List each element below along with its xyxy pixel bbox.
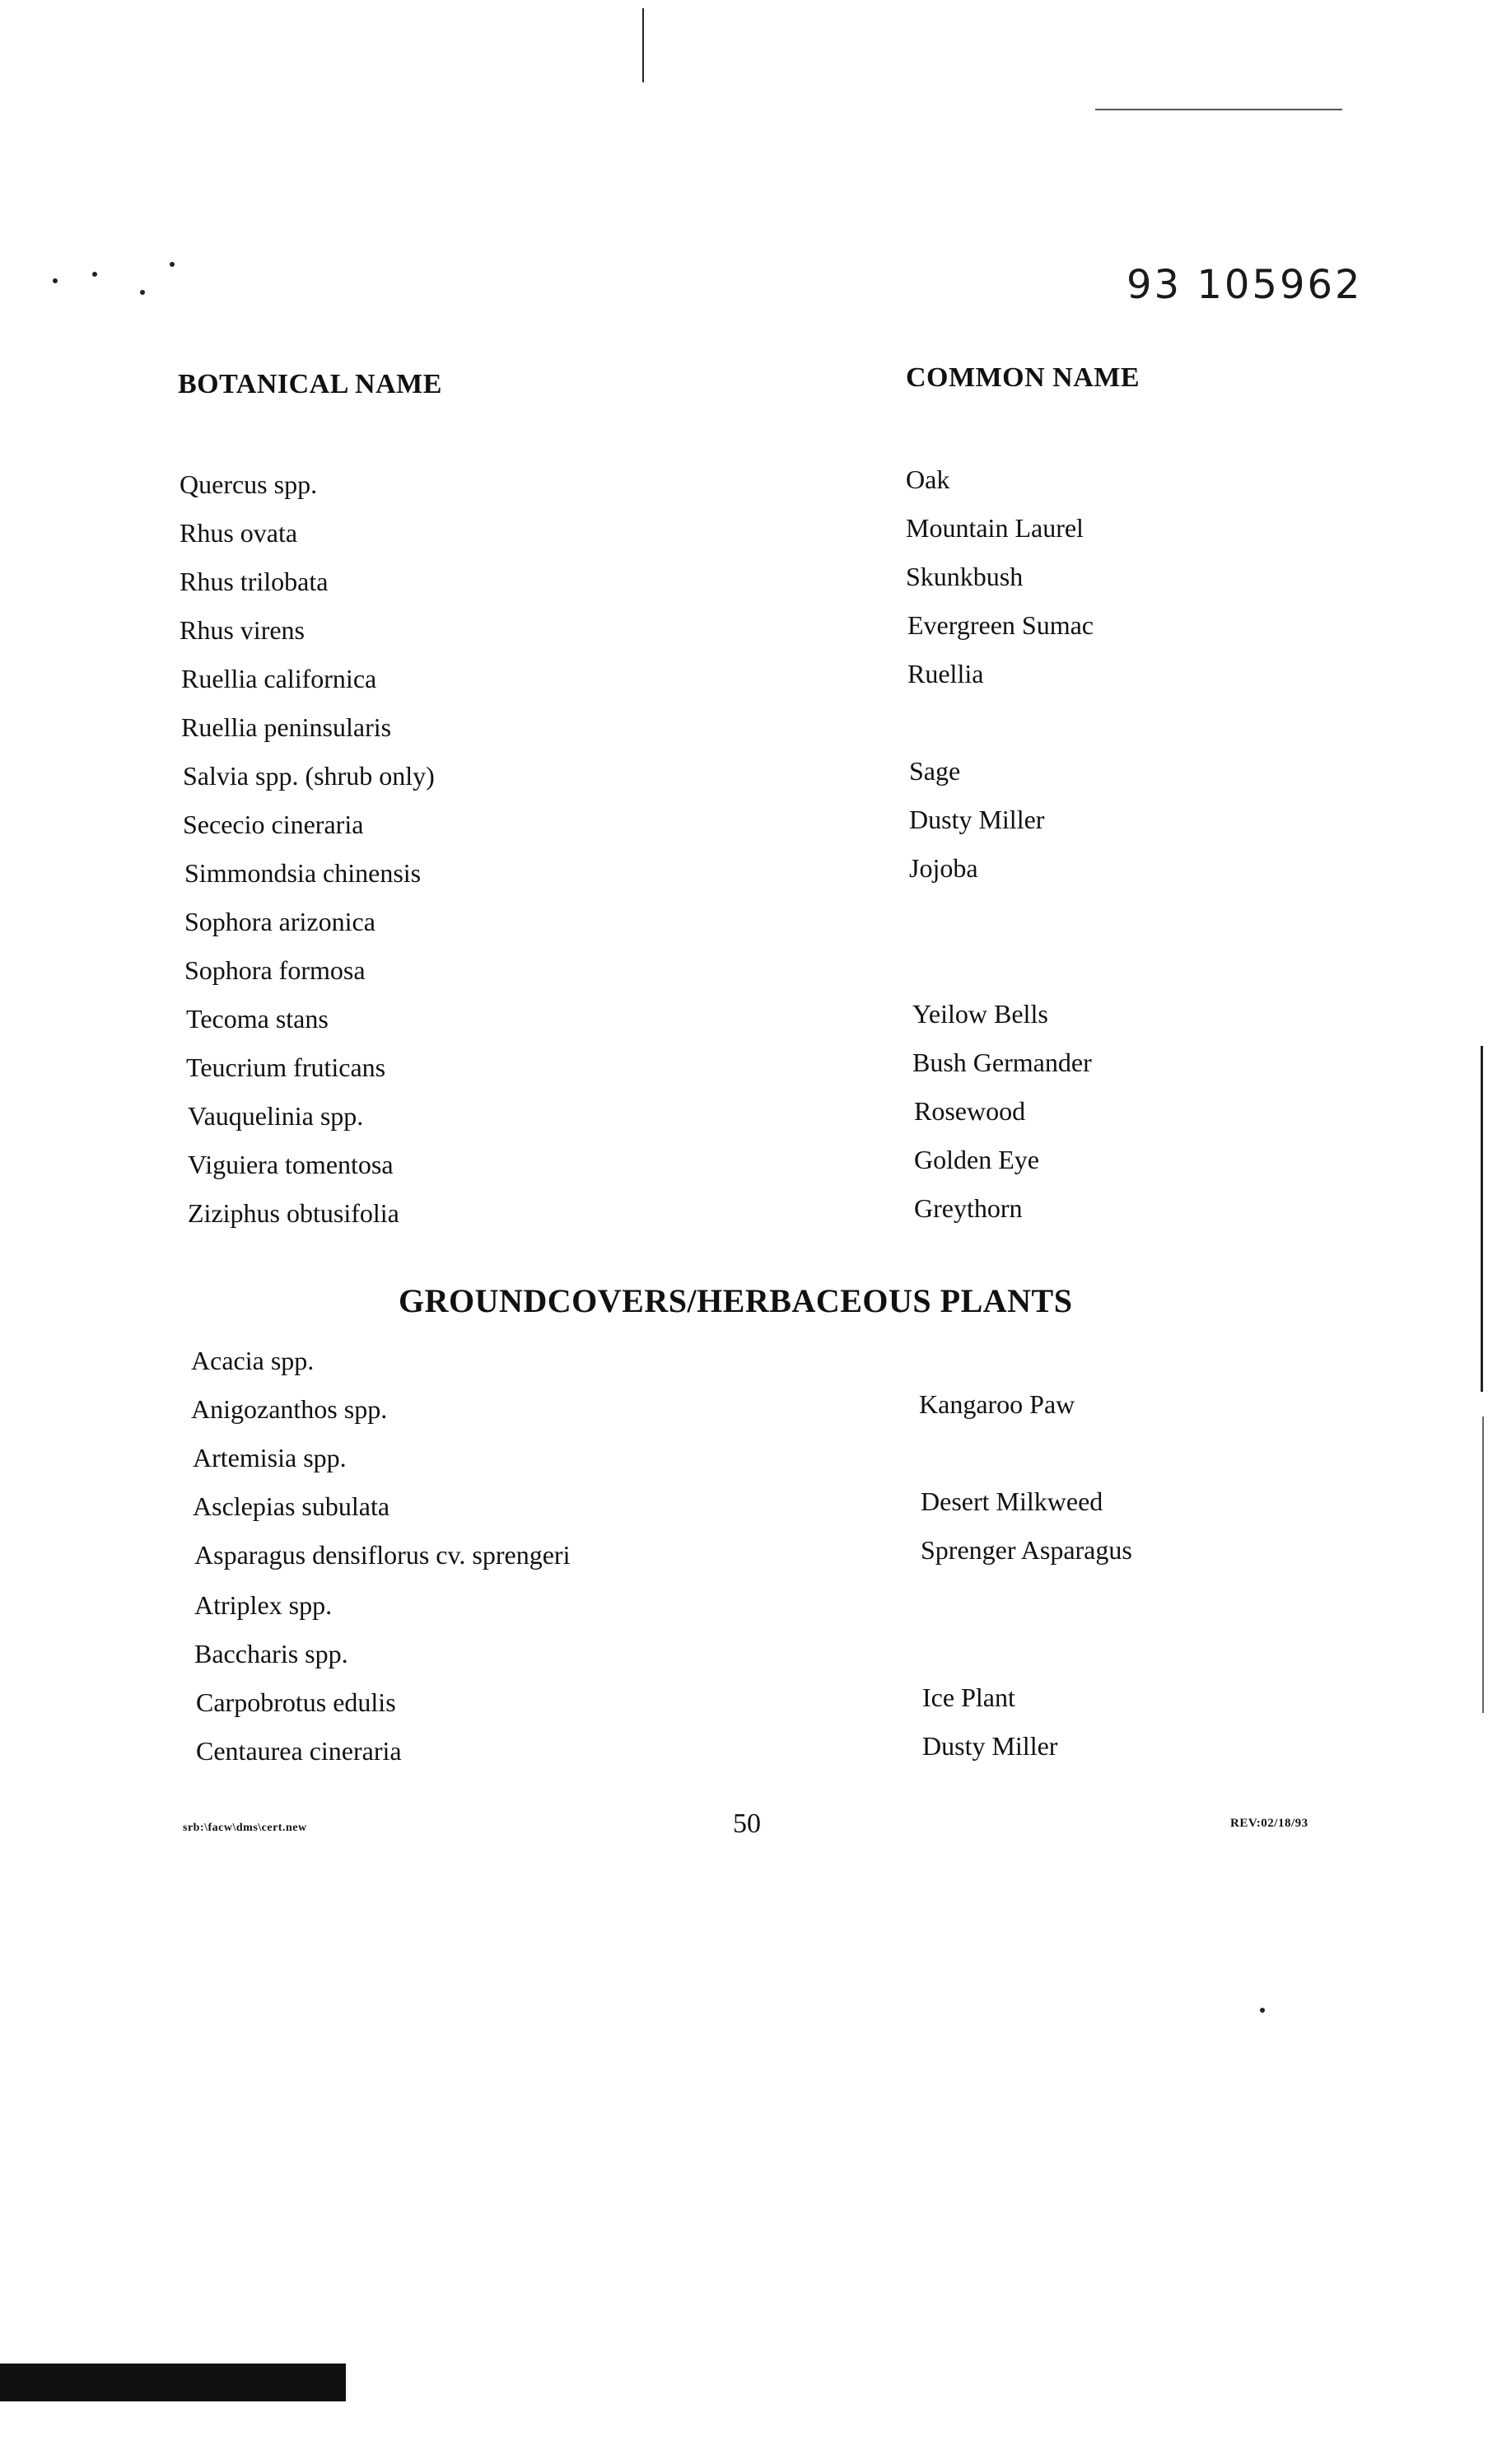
list-item: Anigozanthos spp. — [191, 1394, 388, 1424]
list-item: Rhus virens — [180, 615, 305, 645]
list-item: Dusty Miller — [909, 805, 1045, 834]
list-item: Rhus trilobata — [180, 567, 329, 596]
list-item: Rhus ovata — [180, 518, 298, 548]
list-item: Jojoba — [909, 853, 978, 883]
list-item: Skunkbush — [906, 562, 1024, 591]
scan-artifact-dot — [53, 278, 58, 283]
list-item: Ruellia californica — [181, 664, 377, 693]
list-item: Centaurea cineraria — [196, 1736, 402, 1766]
list-item: Carpobrotus edulis — [196, 1687, 396, 1717]
common-name-header: COMMON NAME — [906, 362, 1140, 393]
list-item: Evergreen Sumac — [907, 610, 1094, 640]
list-item: Simmondsia chinensis — [184, 858, 422, 888]
scan-artifact-dot — [92, 272, 97, 277]
list-item: Teucrium fruticans — [186, 1052, 386, 1082]
list-item: Ziziphus obtusifolia — [188, 1198, 399, 1228]
list-item: Tecoma stans — [186, 1004, 329, 1034]
list-item: Desert Milkweed — [921, 1486, 1103, 1516]
footer-file-path: srb:\facw\dms\cert.new — [183, 1822, 307, 1834]
list-item: Greythorn — [914, 1193, 1023, 1223]
scan-artifact-line — [1481, 1046, 1483, 1392]
list-item: Asclepias subulata — [193, 1491, 390, 1521]
list-item: Ruellia peninsularis — [181, 712, 392, 742]
list-item: Acacia spp. — [191, 1346, 315, 1375]
list-item: Ruellia — [907, 659, 984, 688]
list-item: Ice Plant — [922, 1682, 1015, 1712]
scan-artifact-dot — [1260, 2008, 1265, 2013]
list-item: Kangaroo Paw — [919, 1389, 1075, 1419]
list-item: Sage — [909, 756, 961, 786]
revision-date: REV:02/18/93 — [1230, 1817, 1308, 1830]
list-item: Sophora arizonica — [184, 907, 376, 936]
section-title: GROUNDCOVERS/HERBACEOUS PLANTS — [399, 1282, 1073, 1319]
list-item: Atriplex spp. — [194, 1590, 333, 1620]
list-item: Sophora formosa — [184, 955, 366, 985]
list-item: Salvia spp. (shrub only) — [183, 761, 435, 791]
scan-artifact-dot — [170, 262, 175, 267]
list-item: Quercus spp. — [180, 469, 318, 499]
botanical-name-header: BOTANICAL NAME — [178, 369, 442, 399]
list-item: Sececio cineraria — [183, 810, 364, 839]
list-item: Baccharis spp. — [194, 1639, 348, 1668]
list-item: Dusty Miller — [922, 1731, 1058, 1761]
list-item: Rosewood — [914, 1096, 1026, 1126]
list-item: Oak — [906, 464, 950, 494]
scan-artifact-line — [1482, 1416, 1484, 1713]
list-item: Bush Germander — [912, 1048, 1092, 1077]
scan-artifact-dot — [140, 290, 145, 295]
document-id: 93 105962 — [1126, 262, 1363, 308]
list-item: Asparagus densiflorus cv. sprengeri — [194, 1540, 571, 1570]
list-item: Sprenger Asparagus — [921, 1535, 1132, 1565]
scan-artifact-rule — [1095, 109, 1342, 110]
scan-artifact-line — [642, 8, 644, 82]
list-item: Mountain Laurel — [906, 513, 1084, 543]
scan-artifact-bar — [0, 2364, 346, 2401]
list-item: Yeilow Bells — [912, 999, 1048, 1029]
list-item: Golden Eye — [914, 1145, 1039, 1174]
list-item: Vauquelinia spp. — [188, 1101, 364, 1131]
list-item: Viguiera tomentosa — [188, 1150, 394, 1179]
page-number: 50 — [733, 1808, 761, 1839]
list-item: Artemisia spp. — [193, 1443, 347, 1472]
